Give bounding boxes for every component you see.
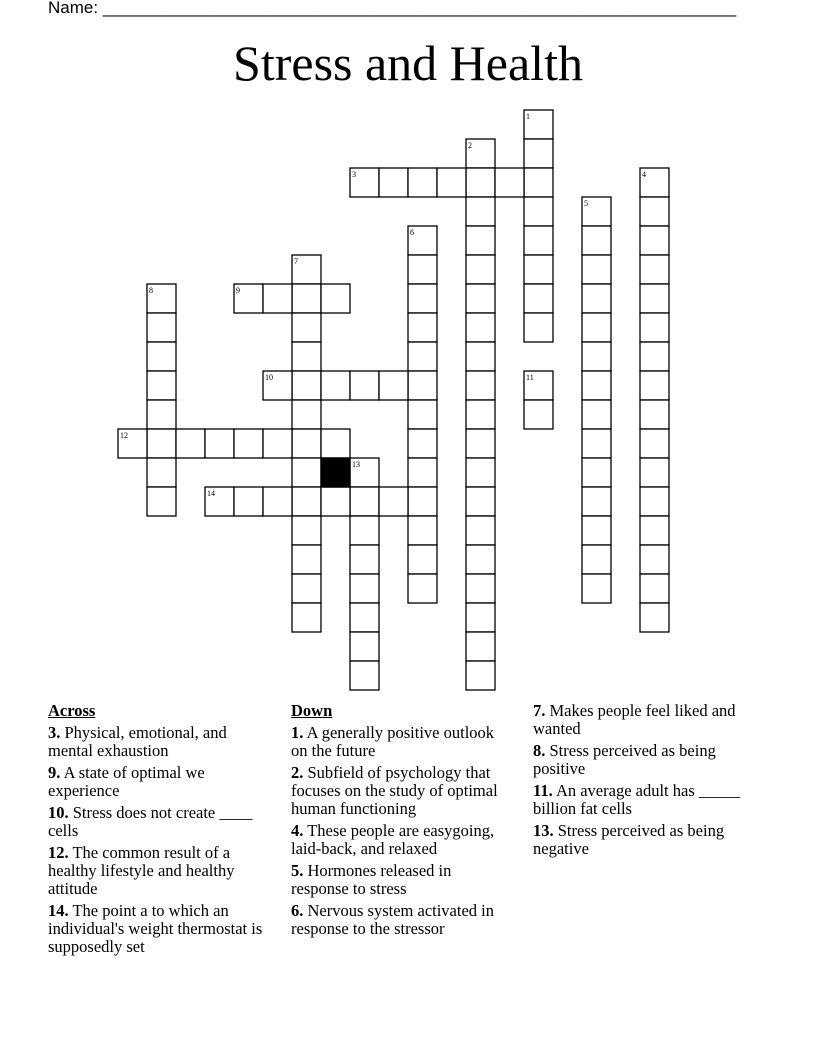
clue-number-1: 1 [526,112,530,121]
grid-cell[interactable] [466,168,495,197]
clue-number-2: 2 [468,141,472,150]
grid-cell[interactable] [524,226,553,255]
grid-cell[interactable] [408,168,437,197]
grid-cell[interactable] [147,487,176,516]
down-heading: Down [291,701,333,720]
clue-number-13: 13 [352,460,360,469]
grid-cell[interactable] [408,371,437,400]
clue-text: Hormones released in response to stress [291,861,452,898]
across-heading: Across [48,701,96,720]
down-clue-11 [533,782,755,818]
grid-cell[interactable] [640,400,669,429]
down-clue-6 [291,902,513,938]
grid-cell[interactable] [292,487,321,516]
grid-cell[interactable] [408,545,437,574]
grid-cell[interactable] [147,313,176,342]
grid-cell[interactable] [466,284,495,313]
clue-number-11: 11 [526,373,534,382]
clue-number: 11. [533,781,553,800]
grid-cell[interactable] [234,487,263,516]
grid-cell[interactable] [408,313,437,342]
down-clue-8 [533,742,755,778]
grid-cell[interactable] [292,284,321,313]
down-clues-column-2 [533,702,755,862]
grid-cell[interactable] [582,255,611,284]
grid-cell[interactable] [582,458,611,487]
grid-cell[interactable] [640,574,669,603]
grid-cell[interactable] [408,400,437,429]
clue-text: An average adult has _____ billion fat cells [533,781,741,818]
grid-cell[interactable] [466,313,495,342]
grid-cell[interactable] [408,574,437,603]
across-clue-12 [48,844,270,898]
grid-cell[interactable] [582,284,611,313]
grid-cell[interactable] [466,487,495,516]
grid-cell[interactable] [205,429,234,458]
grid-cell[interactable] [292,516,321,545]
clue-number: 13. [533,821,554,840]
grid-cell[interactable] [147,342,176,371]
clue-number: 8. [533,741,546,760]
clue-text: Stress does not create ____ cells [48,803,253,840]
clue-number-8: 8 [149,286,153,295]
grid-cell[interactable] [466,603,495,632]
grid-cell[interactable] [524,255,553,284]
grid-cell[interactable] [582,429,611,458]
grid-cell[interactable] [582,516,611,545]
grid-cell[interactable] [495,168,524,197]
down-clues-column-1 [291,702,513,942]
clue-number-6: 6 [410,228,414,237]
clue-number: 2. [291,763,304,782]
clue-text: Stress perceived as being negative [533,821,725,858]
clue-number: 7. [533,701,546,720]
clue-number-12: 12 [120,431,128,440]
grid-cell[interactable] [466,545,495,574]
grid-cell[interactable] [292,545,321,574]
clue-text: Physical, emotional, and mental exhaustion [48,723,227,760]
down-clue-13 [533,822,755,858]
grid-cell[interactable] [582,574,611,603]
clue-number: 4. [291,821,304,840]
grid-cell[interactable] [350,574,379,603]
grid-cell[interactable] [640,487,669,516]
grid-cell[interactable] [321,371,350,400]
clue-number-9: 9 [236,286,240,295]
clue-text: These people are easygoing, laid-back, and relaxed [291,821,495,858]
grid-cell[interactable] [582,545,611,574]
grid-cell[interactable] [640,284,669,313]
grid-cell[interactable] [582,487,611,516]
across-clue-14 [48,902,270,956]
grid-cell[interactable] [292,371,321,400]
clue-text: The point a to which an individual's weight thermostat is supposedly set [48,901,263,956]
clue-text: Nervous system activated in response to the stressor [291,901,494,938]
grid-cell[interactable] [640,545,669,574]
down-clue-5 [291,862,513,898]
grid-cell[interactable] [640,342,669,371]
grid-cell[interactable] [640,429,669,458]
grid-cell[interactable] [466,574,495,603]
grid-cell[interactable] [263,429,292,458]
clue-text: The common result of a healthy lifestyle and healthy attitude [48,843,235,898]
grid-cell[interactable] [640,313,669,342]
grid-cell[interactable] [640,516,669,545]
grid-cell[interactable] [408,429,437,458]
grid-cell[interactable] [582,371,611,400]
grid-cell[interactable] [350,603,379,632]
grid-cell[interactable] [408,516,437,545]
black-cell [321,458,350,487]
grid-cell[interactable] [350,632,379,661]
grid-cell[interactable] [292,400,321,429]
down-clue-1 [291,724,513,760]
grid-cell[interactable] [147,429,176,458]
grid-cell[interactable] [292,313,321,342]
grid-cell[interactable] [524,284,553,313]
grid-cell[interactable] [524,168,553,197]
grid-cell[interactable] [350,545,379,574]
grid-cell[interactable] [466,661,495,690]
grid-cell[interactable] [524,313,553,342]
grid-cell[interactable] [640,226,669,255]
grid-cell[interactable] [466,458,495,487]
grid-cell[interactable] [408,458,437,487]
clue-number: 14. [48,901,69,920]
clue-number-4: 4 [642,170,646,179]
grid-cell[interactable] [466,342,495,371]
grid-cell[interactable] [466,400,495,429]
grid-cell[interactable] [466,516,495,545]
clue-number: 10. [48,803,69,822]
clue-number: 6. [291,901,304,920]
grid-cell[interactable] [321,429,350,458]
grid-cell[interactable] [466,632,495,661]
grid-cell[interactable] [640,255,669,284]
grid-cell[interactable] [147,371,176,400]
clue-number-7: 7 [294,257,298,266]
grid-cell[interactable] [466,429,495,458]
across-clues [48,702,270,960]
grid-cell[interactable] [292,429,321,458]
grid-cell[interactable] [350,371,379,400]
grid-cell[interactable] [350,487,379,516]
grid-cell[interactable] [321,487,350,516]
across-clue-3 [48,724,270,760]
grid-cell[interactable] [292,603,321,632]
grid-cell[interactable] [263,487,292,516]
grid-cell[interactable] [524,197,553,226]
grid-cell[interactable] [234,429,263,458]
grid-cell[interactable] [408,284,437,313]
clue-number-10: 10 [265,373,273,382]
across-clue-9 [48,764,270,800]
clue-number: 9. [48,763,61,782]
clue-number: 1. [291,723,304,742]
grid-cell[interactable] [176,429,205,458]
clue-number: 12. [48,843,69,862]
grid-cell[interactable] [466,255,495,284]
grid-cell[interactable] [379,168,408,197]
grid-cell[interactable] [292,574,321,603]
clue-number-14: 14 [207,489,215,498]
down-clue-7 [533,702,755,738]
grid-cell[interactable] [640,458,669,487]
grid-cell[interactable] [408,342,437,371]
grid-cell[interactable] [640,603,669,632]
clue-number: 5. [291,861,304,880]
grid-cell[interactable] [466,371,495,400]
grid-cell[interactable] [350,661,379,690]
grid-cell[interactable] [147,400,176,429]
grid-cell[interactable] [582,342,611,371]
grid-cell[interactable] [321,284,350,313]
grid-cell[interactable] [582,400,611,429]
grid-cell[interactable] [524,400,553,429]
grid-cell[interactable] [408,255,437,284]
grid-cell[interactable] [640,197,669,226]
grid-cell[interactable] [582,313,611,342]
grid-cell[interactable] [582,226,611,255]
grid-cell[interactable] [350,516,379,545]
grid-cell[interactable] [466,226,495,255]
grid-cell[interactable] [408,487,437,516]
name-field[interactable]: Name: ___________________________________________________________________ [48,0,737,17]
clue-number-3: 3 [352,170,356,179]
across-clue-10 [48,804,270,840]
clue-number-5: 5 [584,199,588,208]
grid-cell[interactable] [263,284,292,313]
grid-cell[interactable] [292,458,321,487]
grid-cell[interactable] [379,487,408,516]
grid-cell[interactable] [524,139,553,168]
clue-text: Stress perceived as being positive [533,741,716,778]
down-clue-4 [291,822,513,858]
clue-text: Makes people feel liked and wanted [533,701,736,738]
grid-cell[interactable] [640,371,669,400]
grid-cell[interactable] [437,168,466,197]
clue-text: A generally positive outlook on the future [291,723,495,760]
page-title: Stress and Health [233,35,583,91]
clue-number: 3. [48,723,61,742]
grid-cell[interactable] [466,197,495,226]
clue-text: A state of optimal we experience [48,763,205,800]
grid-cell[interactable] [292,342,321,371]
clue-text: Subfield of psychology that focuses on the study of optimal human functioning [291,763,498,818]
down-clue-2 [291,764,513,818]
grid-cell[interactable] [379,371,408,400]
grid-cell[interactable] [147,458,176,487]
